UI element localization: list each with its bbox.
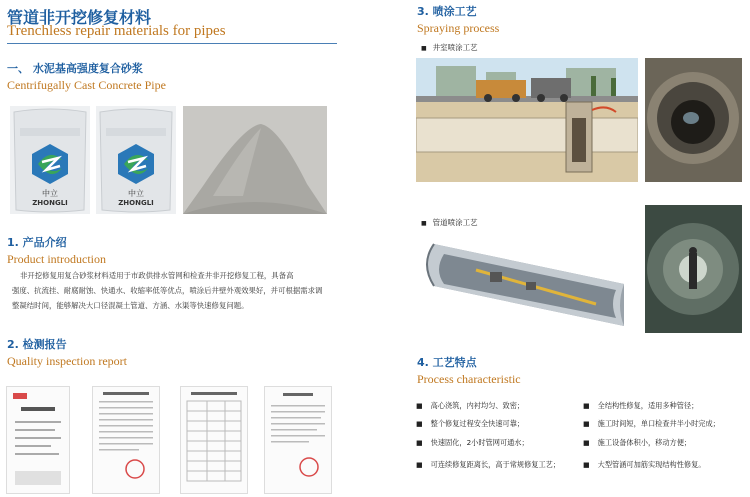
- bag-brand-cn: 中立: [42, 189, 58, 198]
- feature-left-1: ■ 高心浇筑，内衬均匀、致密；: [416, 401, 524, 411]
- bag-brand-en-2: ZHONGLI: [118, 199, 154, 207]
- intro-title-cn: 1. 产品介绍: [7, 236, 67, 249]
- title-rule: [7, 43, 337, 44]
- bag-brand-en: ZHONGLI: [32, 199, 68, 207]
- mortar-bag-image-2: [96, 106, 176, 214]
- feature-right-2: ■ 施工时间短，单口检查井半小时完成；: [583, 419, 720, 429]
- pipe-spray-illustration: [416, 230, 640, 332]
- spray-sub-manhole: ■ 井室喷涂工艺: [421, 42, 478, 53]
- spray-title-en: Spraying process: [417, 21, 500, 35]
- report-title-en: Quality inspection report: [7, 354, 127, 368]
- feature-left-3: ■ 快速固化，2小时管网可通水；: [416, 438, 529, 448]
- report-doc-3: [180, 386, 248, 494]
- feature-right-4: ■ 大型管涵可加筋实现结构性修复。: [583, 460, 705, 470]
- mortar-powder-image: [183, 106, 327, 214]
- feature-left-4: ■ 可连续修复距离长，高于常规修复工艺；: [416, 460, 560, 470]
- intro-line-2: 强度、抗流挂、耐腐耐蚀、快通水、收缩率低等优点，喷涂后井壁外观效果好，并可根据需求调: [12, 286, 323, 295]
- pipe-interior-photo: [645, 205, 742, 333]
- bag-brand-cn-2: 中立: [128, 189, 144, 198]
- report-doc-1: [6, 386, 70, 494]
- spray-title-cn: 3. 喷涂工艺: [417, 5, 477, 18]
- mortar-bag-image-1: [10, 106, 90, 214]
- manhole-photo: [645, 58, 742, 182]
- intro-paragraph: [12, 268, 342, 313]
- feature-right-3: ■ 施工设备体积小，移动方便；: [583, 438, 691, 448]
- report-title-cn: 2. 检测报告: [7, 338, 67, 351]
- page-title-cn: 管道非开挖修复材料: [7, 8, 152, 27]
- intro-line-3: 整凝结时间，能够解决大口径混凝土管道、方涵、水渠等快速修复问题。: [12, 301, 249, 310]
- features-title-en: Process characteristic: [417, 372, 521, 386]
- intro-title-en: Product introduction: [7, 252, 106, 266]
- mortar-title-en: Centrifugally Cast Concrete Pipe: [7, 78, 166, 92]
- spray-sub-pipe: ■ 管道喷涂工艺: [421, 217, 478, 228]
- features-title-cn: 4. 工艺特点: [417, 356, 477, 369]
- feature-left-2: ■ 整个修复过程安全快速可靠；: [416, 419, 524, 429]
- mortar-title-cn: 一、 水泥基高强度复合砂浆: [7, 62, 143, 75]
- intro-line-1: 非开挖修复用复合砂浆材料适用于市政供排水管网和检查井非开挖修复工程，具备高: [20, 271, 294, 280]
- feature-right-1: ■ 全结构性修复，适用多种管径；: [583, 401, 698, 411]
- manhole-spray-illustration: [416, 58, 638, 182]
- report-doc-2: [92, 386, 160, 494]
- report-doc-4: [264, 386, 332, 494]
- page-title-en: Trenchless repair materials for pipes: [7, 23, 226, 39]
